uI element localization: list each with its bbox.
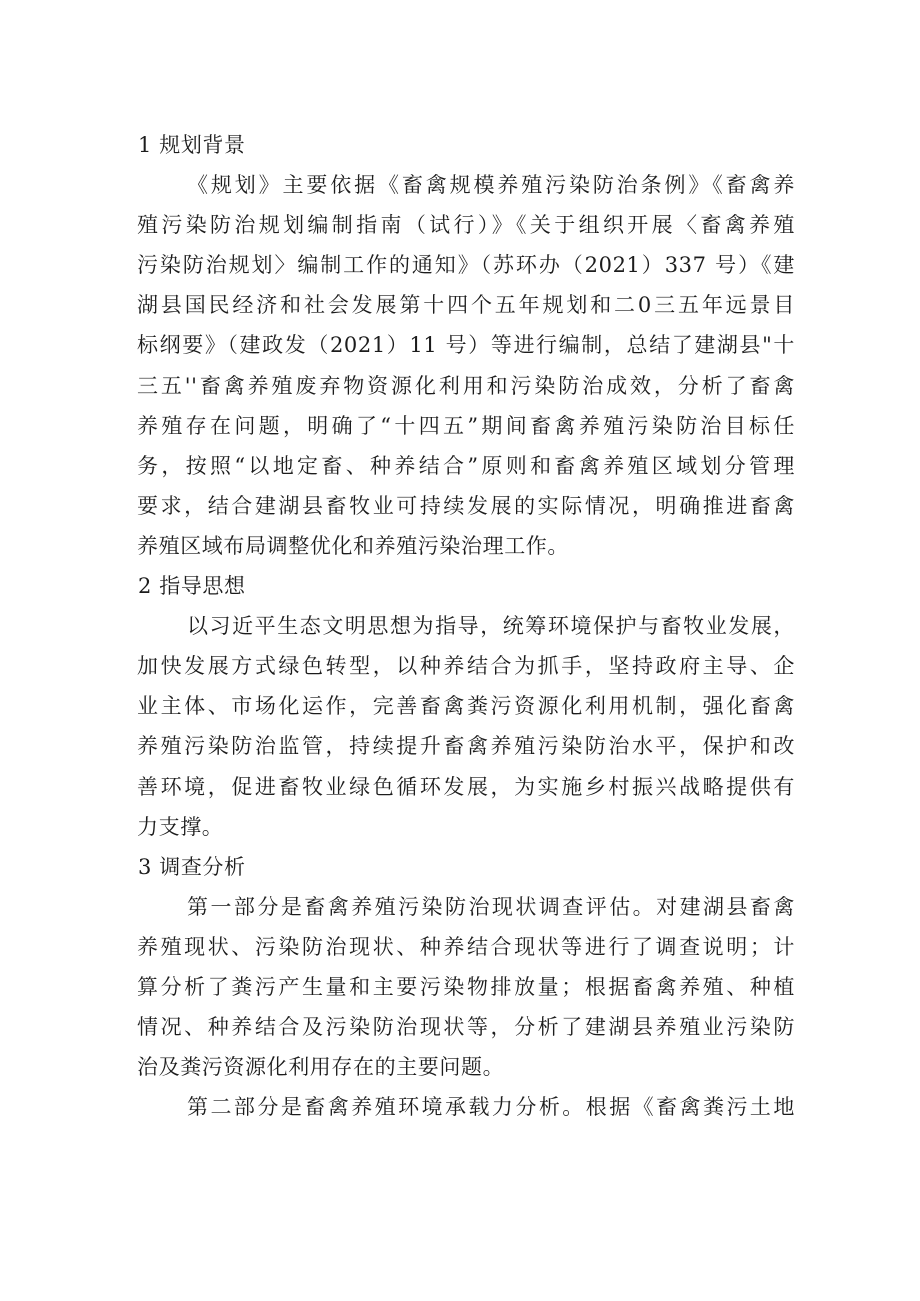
paragraph: [137, 887, 795, 1087]
text-line: 要求，结合建湖县畜牧业可持续发展的实际情况，明确推进畜禽: [137, 493, 795, 518]
text-line: 务，按照“以地定畜、种养结合”原则和畜禽养殖区域划分管理: [137, 453, 795, 478]
text-line: 第二部分是畜禽养殖环境承载力分析。根据《畜禽粪污土地: [187, 1095, 795, 1120]
text-line: 养殖现状、污染防治现状、种养结合现状等进行了调查说明；计: [137, 934, 795, 959]
text-line: 《规划》主要依据《畜禽规模养殖污染防治条例》《畜禽养: [187, 173, 795, 198]
text-line: 以习近平生态文明思想为指导，统筹环境保护与畜牧业发展，: [187, 614, 795, 639]
text-line: 算分析了粪污产生量和主要污染物排放量；根据畜禽养殖、种植: [137, 974, 795, 999]
text-line: 情况、种养结合及污染防治现状等，分析了建湖县养殖业污染防: [137, 1015, 795, 1040]
text-line: 善环境，促进畜牧业绿色循环发展，为实施乡村振兴战略提供有: [137, 774, 795, 799]
section-heading: 2 指导思想: [138, 574, 246, 599]
paragraph: [137, 606, 795, 847]
paragraph: [137, 1087, 795, 1127]
text-line: 第一部分是畜禽养殖污染防治现状调查评估。对建湖县畜禽: [187, 894, 795, 919]
text-line: 治及粪污资源化利用存在的主要问题。: [137, 1055, 505, 1080]
text-line: 加快发展方式绿色转型，以种养结合为抓手，坚持政府主导、企: [137, 654, 795, 679]
paragraph: [137, 165, 795, 566]
text-line: 养殖存在问题，明确了“十四五”期间畜禽养殖污染防治目标任: [137, 413, 795, 438]
text-line: 污染防治规划〉编制工作的通知》（苏环办（2021）337 号）《建: [137, 253, 795, 278]
text-line: 业主体、市场化运作，完善畜禽粪污资源化利用机制，强化畜禽: [137, 694, 795, 719]
document-body: [137, 125, 795, 1127]
text-line: 力支撑。: [137, 814, 224, 839]
text-line: 养殖污染防治监管，持续提升畜禽养殖污染防治水平，保护和改: [137, 734, 795, 759]
text-line: 殖污染防治规划编制指南（试行）》《关于组织开展〈畜禽养殖: [137, 213, 795, 238]
text-line: 标纲要》（建政发（2021）11 号）等进行编制，总结了建湖县"十: [137, 333, 795, 358]
text-line: 养殖区域布局调整优化和养殖污染治理工作。: [137, 533, 569, 558]
section-heading: 3 调查分析: [138, 854, 246, 879]
section-heading: 1 规划背景: [138, 133, 246, 157]
text-line: 湖县国民经济和社会发展第十四个五年规划和二0三五年远景目: [137, 293, 795, 318]
text-line: 三五''畜禽养殖废弃物资源化利用和污染防治成效，分析了畜禽: [137, 373, 795, 398]
